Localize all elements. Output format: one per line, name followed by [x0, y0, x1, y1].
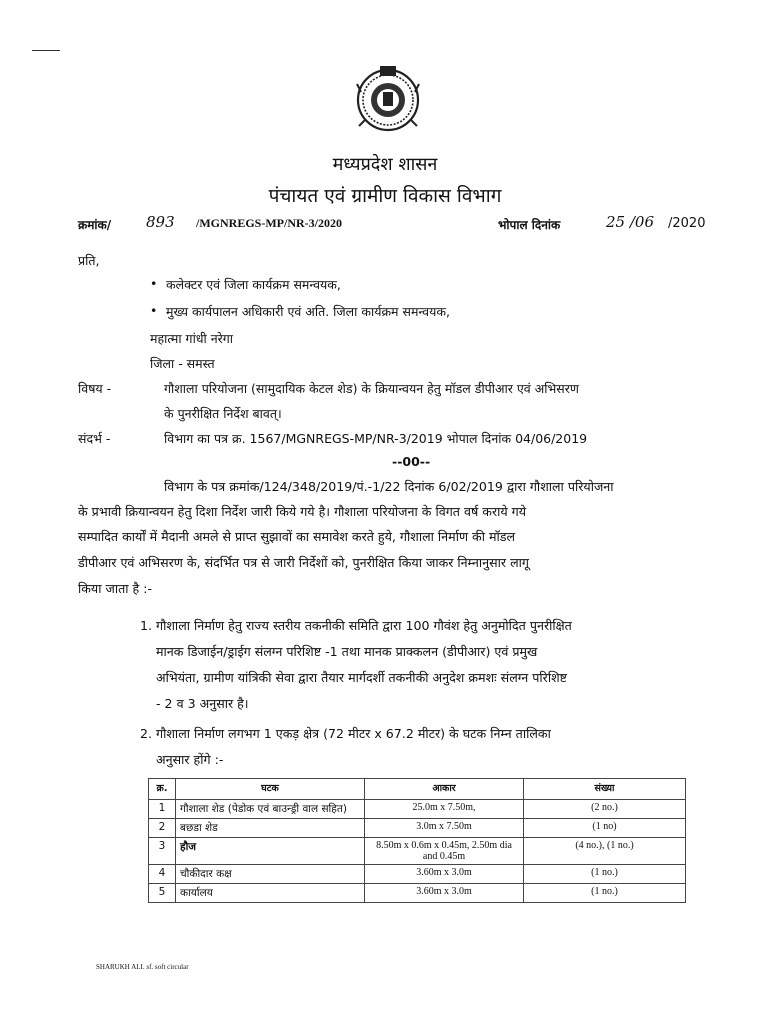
- paragraph-line: के प्रभावी क्रियान्वयन हेतु दिशा निर्देश जारी किये गये है। गौशाला परियोजना के विगत वर्ष कराये गये: [78, 504, 527, 519]
- reference-text: विभाग का पत्र क्र. 1567/MGNREGS-MP/NR-3/2019 भोपाल दिनांक 04/06/2019: [164, 431, 588, 446]
- item1-line: मानक डिजाईन/ड्राईग संलग्न परिशिष्ट -1 तथा मानक प्राक्कलन (डीपीआर) एवं प्रमुख: [156, 644, 538, 659]
- subject-text: के पुनरीक्षित निर्देश बावत्।: [164, 406, 282, 421]
- component-size: 3.0m x 7.50m: [365, 819, 524, 838]
- component-count: (1 no.): [524, 865, 686, 884]
- col-header: क्र.: [149, 779, 176, 800]
- paragraph-line: विभाग के पत्र क्रमांक/124/348/2019/पं.-1/22 दिनांक 6/02/2019 द्वारा गौशाला परियोजना: [164, 479, 614, 494]
- item1-line: अभियंता, ग्रामीण यांत्रिकी सेवा द्वारा तैयार मार्गदर्शी तकनीकी अनुदेश क्रमशः संलग्न परिशिष्ट: [156, 670, 568, 685]
- table-row: [149, 819, 686, 838]
- component-name: कार्यालय: [176, 884, 365, 903]
- component-size: 3.60m x 3.0m: [365, 865, 524, 884]
- scan-mark: [32, 50, 60, 51]
- subject-text: गौशाला परियोजना (सामुदायिक केटल शेड) के क्रियान्वयन हेतु मॉडल डीपीआर एवं अभिसरण: [164, 381, 579, 396]
- component-count: (1 no): [524, 819, 686, 838]
- handwritten-date: 25 /06: [606, 213, 654, 231]
- row-number: 2: [149, 819, 176, 838]
- paragraph-line: डीपीआर एवं अभिसरण के, संदर्भित पत्र से जारी निर्देशों को, पुनरीक्षित किया जाकर निम्नानुसार लागू: [78, 555, 529, 570]
- component-name: गौशाला शेड (पेडोक एवं बाउन्ड्री वाल सहित): [176, 800, 365, 819]
- component-count: (2 no.): [524, 800, 686, 819]
- date-year: /2020: [668, 216, 706, 231]
- reference-number-line: [78, 214, 718, 238]
- component-count: (1 no.): [524, 884, 686, 903]
- item1-line: 1. गौशाला निर्माण हेतु राज्य स्तरीय तकनीकी समिति द्वारा 100 गौवंश हेतु अनुमोदित पुनरीक्षित: [140, 618, 572, 633]
- row-number: 1: [149, 800, 176, 819]
- letter-code: /MGNREGS-MP/NR-3/2020: [196, 216, 342, 230]
- component-size: 3.60m x 3.0m: [365, 884, 524, 903]
- col-header: आकार: [365, 779, 524, 800]
- components-table: [148, 778, 686, 903]
- col-header: घटक: [176, 779, 365, 800]
- item2-line: 2. गौशाला निर्माण लगभग 1 एकड़ क्षेत्र (72 मीटर x 67.2 मीटर) के घटक निम्न तालिका: [140, 726, 551, 741]
- department-title: पंचायत एवं ग्रामीण विकास विभाग: [268, 185, 502, 207]
- component-name: बछडा शेड: [176, 819, 365, 838]
- item2-line: अनुसार होंगे :-: [156, 752, 224, 767]
- row-number: 4: [149, 865, 176, 884]
- component-size: 8.50m x 0.6m x 0.45m, 2.50m dia and 0.45m: [365, 838, 524, 865]
- table-row: [149, 865, 686, 884]
- table-row: [149, 800, 686, 819]
- reference-label: संदर्भ -: [78, 431, 111, 446]
- paragraph-line: सम्पादित कार्यों में मैदानी अमले से प्राप्त सुझावों का समावेश करते हुये, गौशाला निर्माण की मॉडल: [78, 529, 516, 544]
- handwritten-number: 893: [146, 213, 175, 231]
- component-name: हौज: [176, 838, 365, 865]
- row-number: 5: [149, 884, 176, 903]
- paragraph-line: किया जाता है :-: [78, 581, 153, 596]
- subject-label: विषय -: [78, 381, 112, 396]
- table-header-row: [149, 779, 686, 800]
- number-label: क्रमांक/: [78, 218, 112, 232]
- component-count: (4 no.), (1 no.): [524, 838, 686, 865]
- addressee-line: • मुख्य कार्यपालन अधिकारी एवं अति. जिला कार्यक्रम समन्वयक,: [166, 303, 450, 320]
- government-title: मध्यप्रदेश शासन: [332, 154, 438, 175]
- mp-government-emblem-icon: [353, 62, 423, 134]
- addressee-line: • कलेक्टर एवं जिला कार्यक्रम समन्वयक,: [166, 276, 341, 293]
- place-date-label: भोपाल दिनांक: [498, 218, 561, 232]
- col-header: संख्या: [524, 779, 686, 800]
- table-row: [149, 838, 686, 865]
- component-size: 25.0m x 7.50m,: [365, 800, 524, 819]
- component-name: चौकीदार कक्ष: [176, 865, 365, 884]
- footer-file-label: SHARUKH ALI. sf. soft circular: [96, 963, 189, 971]
- separator: --00--: [392, 454, 431, 469]
- prati-label: प्रति,: [78, 253, 100, 268]
- item1-line: - 2 व 3 अनुसार है।: [156, 696, 249, 711]
- table-row: [149, 884, 686, 903]
- addressee-line: जिला - समस्त: [150, 356, 215, 371]
- row-number: 3: [149, 838, 176, 865]
- addressee-line: महात्मा गांधी नरेगा: [150, 331, 234, 346]
